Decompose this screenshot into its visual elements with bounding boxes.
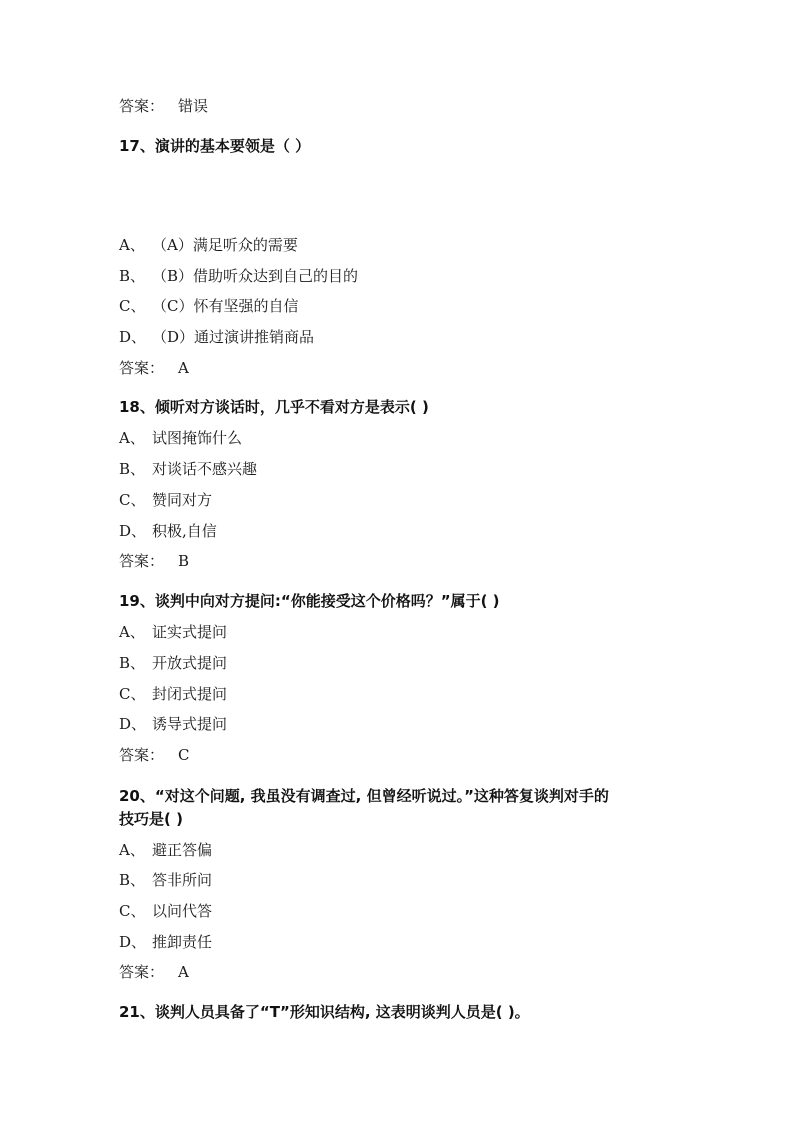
option-letter: C、 bbox=[119, 297, 146, 315]
option-letter: A、 bbox=[119, 236, 145, 254]
option-letter: C、 bbox=[119, 685, 146, 703]
option-letter: D、 bbox=[119, 715, 147, 733]
option-line bbox=[119, 622, 227, 642]
option-text: （B）借助听众达到自己的目的 bbox=[152, 267, 359, 285]
option-letter: B、 bbox=[119, 460, 146, 478]
option-line bbox=[119, 490, 212, 510]
option-text: 避正答偏 bbox=[152, 841, 213, 859]
question-title: 19、谈判中向对方提问:“你能接受这个价格吗？”属于( ) bbox=[119, 592, 500, 610]
question-title-continued: 技巧是( ) bbox=[119, 810, 183, 828]
option-letter: D、 bbox=[119, 933, 147, 951]
option-line bbox=[119, 870, 212, 890]
option-line bbox=[119, 459, 257, 479]
answer-line bbox=[119, 96, 208, 116]
option-line bbox=[119, 327, 314, 347]
option-text: （C）怀有坚强的自信 bbox=[152, 297, 299, 315]
option-line bbox=[119, 428, 242, 448]
option-letter: C、 bbox=[119, 902, 146, 920]
option-text: 赞同对方 bbox=[152, 491, 213, 509]
option-line bbox=[119, 901, 212, 921]
option-letter: B、 bbox=[119, 871, 146, 889]
option-line bbox=[119, 653, 227, 673]
answer-label: 答案： bbox=[119, 963, 165, 981]
option-text: 开放式提问 bbox=[152, 654, 228, 672]
option-line bbox=[119, 684, 227, 704]
option-text: 诱导式提问 bbox=[152, 715, 228, 733]
option-text: 以问代答 bbox=[152, 902, 213, 920]
option-letter: A、 bbox=[119, 623, 145, 641]
answer-line bbox=[119, 745, 189, 765]
option-letter: B、 bbox=[119, 654, 146, 672]
option-line bbox=[119, 521, 217, 541]
option-text: 证实式提问 bbox=[152, 623, 228, 641]
option-text: 封闭式提问 bbox=[152, 685, 228, 703]
answer-value: B bbox=[178, 552, 190, 570]
answer-label: 答案： bbox=[119, 552, 165, 570]
answer-value: A bbox=[178, 359, 189, 377]
option-letter: B、 bbox=[119, 267, 146, 285]
option-line bbox=[119, 932, 212, 952]
question-title: 21、谈判人员具备了“T”形知识结构, 这表明谈判人员是( )。 bbox=[119, 1003, 530, 1021]
question-title: 18、倾听对方谈话时，几乎不看对方是表示( ) bbox=[119, 398, 429, 416]
question-title: 17、演讲的基本要领是（ ） bbox=[119, 137, 311, 155]
answer-label: 答案： bbox=[119, 359, 165, 377]
option-text: 答非所问 bbox=[152, 871, 213, 889]
answer-value: 错误 bbox=[178, 97, 209, 115]
option-line bbox=[119, 235, 298, 255]
option-text: 推卸责任 bbox=[152, 933, 213, 951]
option-letter: D、 bbox=[119, 522, 147, 540]
option-line bbox=[119, 296, 298, 316]
option-text: （A）满足听众的需要 bbox=[152, 236, 298, 254]
option-text: 对谈话不感兴趣 bbox=[152, 460, 258, 478]
option-line bbox=[119, 266, 358, 286]
option-text: 试图掩饰什么 bbox=[152, 429, 243, 447]
answer-label: 答案： bbox=[119, 746, 165, 764]
option-letter: C、 bbox=[119, 491, 146, 509]
option-text: 积极,自信 bbox=[152, 522, 217, 540]
answer-value: A bbox=[178, 963, 189, 981]
option-line bbox=[119, 714, 227, 734]
answer-line bbox=[119, 358, 189, 378]
answer-label: 答案： bbox=[119, 97, 165, 115]
option-letter: A、 bbox=[119, 841, 145, 859]
option-letter: D、 bbox=[119, 328, 147, 346]
question-title: 20、“对这个问题, 我虽没有调查过, 但曾经听说过。”这种答复谈判对手的 bbox=[119, 787, 609, 805]
answer-value: C bbox=[178, 746, 190, 764]
option-letter: A、 bbox=[119, 429, 145, 447]
option-line bbox=[119, 840, 212, 860]
answer-line bbox=[119, 962, 189, 982]
option-text: （D）通过演讲推销商品 bbox=[152, 328, 315, 346]
answer-line bbox=[119, 551, 189, 571]
